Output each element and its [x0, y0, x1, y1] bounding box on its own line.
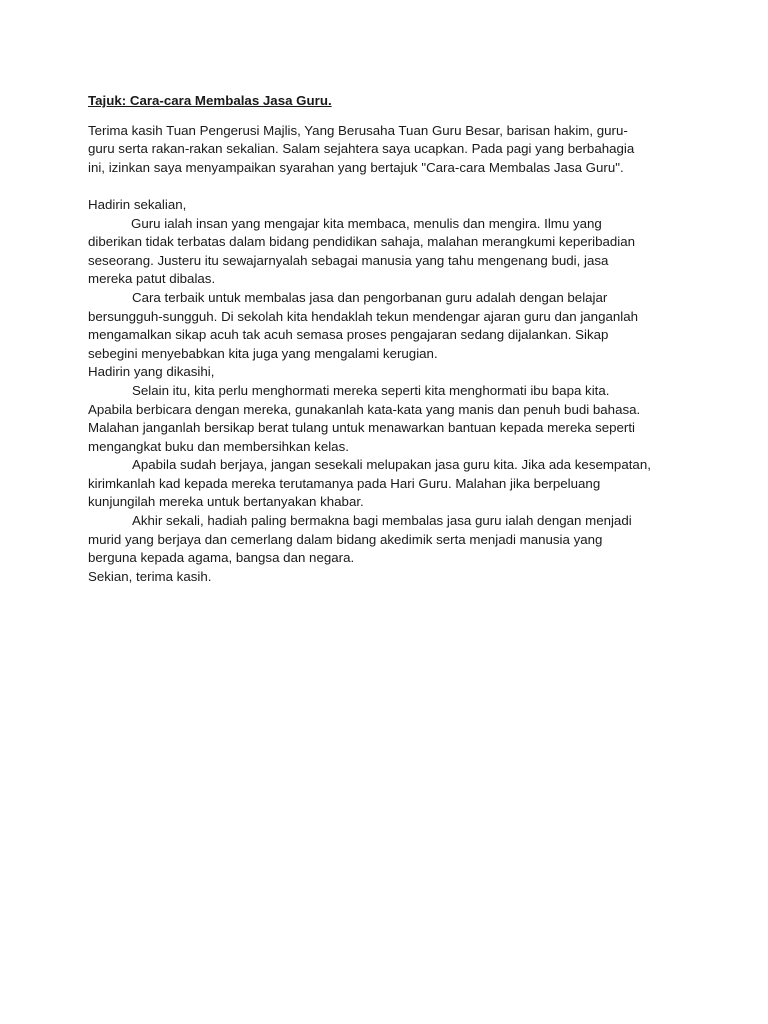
- intro-line: guru serta rakan-rakan sekalian. Salam sejahtera saya ucapkan. Pada pagi yang berbahagia: [88, 141, 635, 157]
- speech-content: [88, 92, 688, 586]
- paragraph-line: kirimkanlah kad kepada mereka terutamanya pada Hari Guru. Malahan jika berpeluang: [88, 475, 601, 491]
- paragraph-line: Apabila berbicara dengan mereka, gunakanlah kata-kata yang manis dan penuh budi bahasa.: [88, 401, 641, 417]
- paragraph-line: Apabila sudah berjaya, jangan sesekali melupakan jasa guru kita. Jika ada kesempatan,: [132, 457, 651, 473]
- paragraph-line: murid yang berjaya dan cemerlang dalam bidang akedimik serta menjadi manusia yang: [88, 531, 603, 547]
- paragraph-line: bersungguh-sungguh. Di sekolah kita hendaklah tekun mendengar ajaran guru dan janganlah: [88, 308, 639, 324]
- paragraph-sudah-berjaya: [88, 456, 688, 512]
- paragraph-akhir-sekali: [88, 512, 688, 568]
- paragraph-line: mereka patut dibalas.: [88, 271, 216, 287]
- document-title: Tajuk: Cara-cara Membalas Jasa Guru.: [88, 93, 332, 108]
- paragraph-menghormati: [88, 382, 688, 456]
- paragraph-line: diberikan tidak terbatas dalam bidang pendidikan sahaja, malahan merangkumi keperibadian: [88, 234, 635, 250]
- paragraph-line: berguna kepada agama, bangsa dan negara.: [88, 550, 355, 566]
- paragraph-cara-terbaik: [88, 289, 688, 363]
- closing-line: Sekian, terima kasih.: [88, 568, 212, 584]
- paragraph-line: Selain itu, kita perlu menghormati mereka seperti kita menghormati ibu bapa kita.: [132, 382, 610, 398]
- paragraph-line: Malahan janganlah bersikap berat tulang untuk menawarkan bantuan kepada mereka seperti: [88, 420, 636, 436]
- paragraph-line: Akhir sekali, hadiah paling bermakna bagi membalas jasa guru ialah dengan menjadi: [132, 513, 632, 529]
- intro-line: Terima kasih Tuan Pengerusi Majlis, Yang Berusaha Tuan Guru Besar, barisan hakim, guru-: [88, 122, 628, 138]
- greeting-hadirin-dikasihi: Hadirin yang dikasihi,: [88, 364, 215, 380]
- greeting-hadirin-sekalian: Hadirin sekalian,: [88, 196, 187, 212]
- paragraph-line: seseorang. Justeru itu sewajarnyalah sebagai manusia yang tahu mengenang budi, jasa: [88, 252, 609, 268]
- paragraph-line: mengamalkan sikap acuh tak acuh semasa proses pengajaran sedang dijalankan. Sikap: [88, 327, 609, 343]
- paragraph-guru-insan: [88, 215, 688, 289]
- paragraph-line: kunjungilah mereka untuk bertanyakan khabar.: [88, 494, 364, 510]
- paragraph-gap: [88, 177, 688, 196]
- intro-line: ini, izinkan saya menyampaikan syarahan yang bertajuk "Cara-cara Membalas Jasa Guru".: [88, 159, 624, 175]
- paragraph-line: sebegini menyebabkan kita juga yang mengalami kerugian.: [88, 345, 438, 361]
- paragraph-line: Guru ialah insan yang mengajar kita membaca, menulis dan mengira. Ilmu yang: [131, 215, 602, 231]
- intro-paragraph: [88, 122, 688, 178]
- paragraph-line: mengangkat buku dan membersihkan kelas.: [88, 438, 349, 454]
- paragraph-line: Cara terbaik untuk membalas jasa dan pengorbanan guru adalah dengan belajar: [132, 289, 608, 305]
